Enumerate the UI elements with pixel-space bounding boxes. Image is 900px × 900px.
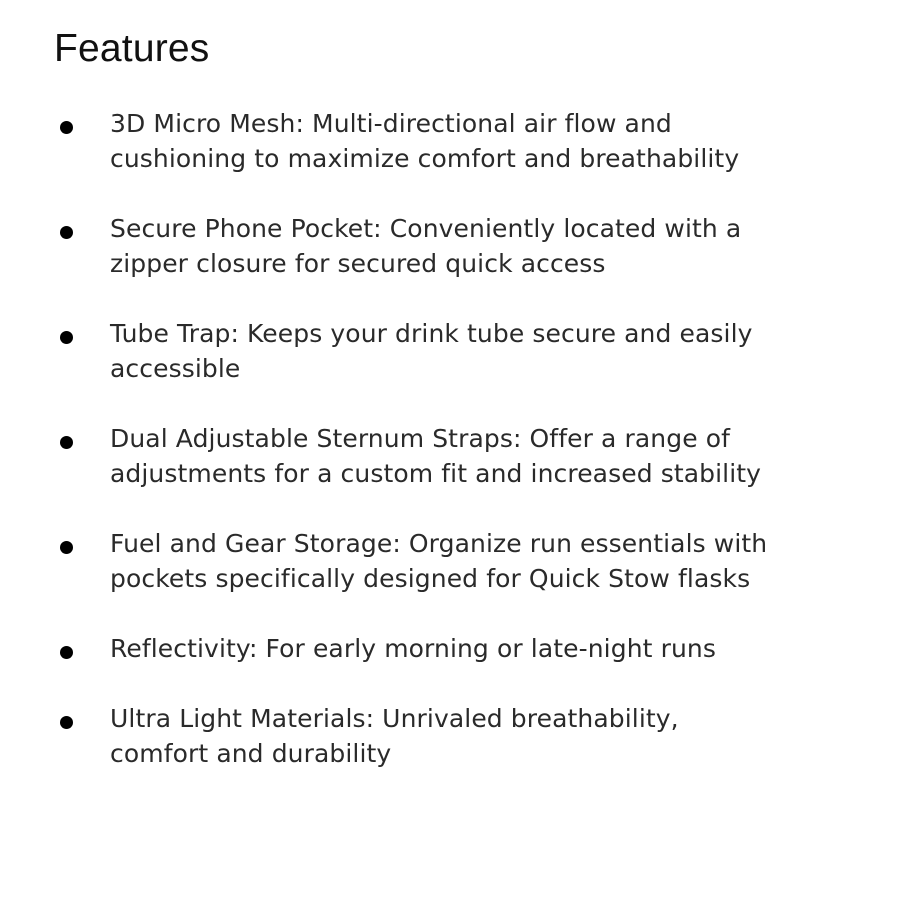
feature-text: [110, 421, 810, 491]
feature-line: accessible: [110, 354, 241, 383]
feature-line: Reflectivity: For early morning or late-night runs: [110, 634, 716, 663]
list-item: [0, 526, 900, 596]
feature-line: comfort and durability: [110, 739, 392, 768]
feature-line: pockets specifically designed for Quick Stow flasks: [110, 564, 751, 593]
bullet-icon: [60, 541, 73, 554]
feature-text: [110, 631, 810, 666]
features-list: [0, 106, 900, 806]
feature-line: adjustments for a custom fit and increased stability: [110, 459, 762, 488]
feature-line: Secure Phone Pocket: Conveniently located with a: [110, 214, 742, 243]
list-item: [0, 211, 900, 281]
bullet-icon: [60, 226, 73, 239]
list-item: [0, 106, 900, 176]
page-title: Features: [54, 27, 210, 70]
list-item: [0, 701, 900, 771]
bullet-icon: [60, 331, 73, 344]
bullet-icon: [60, 121, 73, 134]
feature-line: zipper closure for secured quick access: [110, 249, 606, 278]
feature-text: [110, 106, 810, 176]
feature-line: cushioning to maximize comfort and breathability: [110, 144, 740, 173]
feature-text: [110, 526, 810, 596]
feature-text: [110, 316, 810, 386]
feature-text: [110, 701, 810, 771]
feature-line: Fuel and Gear Storage: Organize run essentials with: [110, 529, 768, 558]
feature-line: Dual Adjustable Sternum Straps: Offer a range of: [110, 424, 731, 453]
feature-text: [110, 211, 810, 281]
feature-line: 3D Micro Mesh: Multi-directional air flow and: [110, 109, 672, 138]
bullet-icon: [60, 436, 73, 449]
list-item: [0, 421, 900, 491]
list-item: [0, 631, 900, 666]
bullet-icon: [60, 646, 73, 659]
feature-line: Ultra Light Materials: Unrivaled breathability,: [110, 704, 679, 733]
bullet-icon: [60, 716, 73, 729]
feature-line: Tube Trap: Keeps your drink tube secure and easily: [110, 319, 753, 348]
list-item: [0, 316, 900, 386]
